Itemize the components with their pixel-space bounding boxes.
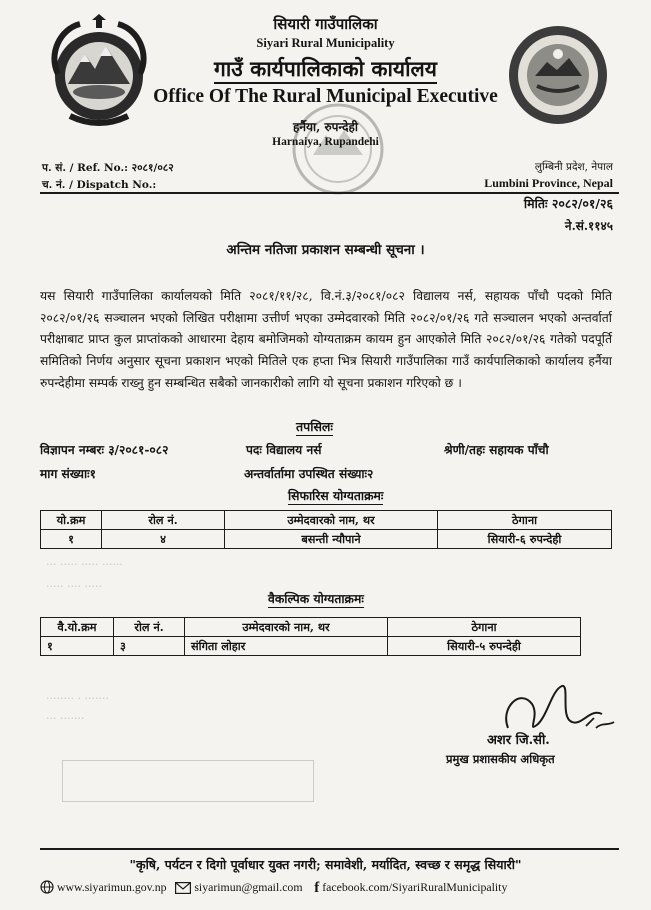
table-cell: सियारी-५ रुपन्देही (388, 637, 581, 656)
table-row (41, 637, 581, 656)
province-en: Lumbini Province, Nepal (484, 176, 613, 190)
column-header: रोल नं. (102, 511, 225, 530)
office-name-en: Office Of The Rural Municipal Executive (153, 86, 498, 107)
table-header-row (41, 618, 581, 637)
table-cell: ३ (114, 637, 185, 656)
recommended-table (40, 510, 612, 549)
facebook-link[interactable]: facebook.com/SiyariRuralMunicipality (322, 880, 508, 894)
recommended-heading: सिफारिस योग्यताक्रमः (288, 488, 384, 503)
municipality-motto: "कृषि, पर्यटन र दिगो पूर्वाधार युक्त नगरी; समावेशी, मर्यादित, स्वच्छ र समृद्ध सियारी" (129, 857, 522, 872)
dispatch-number: च. नं. / Dispatch No.: (42, 179, 157, 191)
column-header: यो.क्रम (41, 511, 102, 530)
bleed-through-text: ····· ···· ····· (46, 580, 102, 593)
column-header: ठेगाना (438, 511, 612, 530)
municipality-name-en: Siyari Rural Municipality (256, 36, 395, 50)
location-en: Harnaiya, Rupandehi (272, 136, 379, 148)
header-divider (40, 192, 619, 194)
table-cell: बसन्ती न्यौपाने (225, 530, 438, 549)
footer-divider (40, 848, 619, 850)
table-cell: १ (41, 530, 102, 549)
column-header: वै.यो.क्रम (41, 618, 114, 637)
table-cell: १ (41, 637, 114, 656)
municipality-name-np: सियारी गाउँपालिका (273, 15, 378, 33)
bleed-through-box (62, 760, 314, 802)
column-header: उम्मेदवारको नाम, थर (185, 618, 388, 637)
interview-present-count: अन्तर्वार्तामा उपस्थित संख्याः२ (244, 467, 374, 481)
bleed-through-text: ········ · ······· (46, 692, 109, 705)
office-name-np: गाउँ कार्यपालिकाको कार्यालय (0, 55, 651, 83)
table-cell: सियारी-६ रुपन्देही (438, 530, 612, 549)
email-link[interactable]: siyarimun@gmail.com (194, 880, 303, 894)
notice-body: यस सियारी गाउँपालिका कार्यालयको मिति २०८१/११/२८, वि.नं.३/२०८१/०८२ विद्यालय नर्स, सहायक पाँचौ पदको मिति २०८२/०१/२६ सञ्चालन भएको लिखित परीक्षामा उत्तीर्ण भएका उम्मेदवारको मिति २०८२/०१/२६ गते सञ्चालन भएको अन्तर्वार्ता परीक्षाबाट प्राप्त कुल प्राप्तांकको आधारमा देहाय बमोजिमको योग्यताक्रम कायम हुन आएकोले मिति २०८२/०१/२६ गतेको पदपूर्ति समितिको निर्णय अनुसार सूचना प्रकाशन भएको मितिले एक हप्ता भित्र सियारी गाउँपालिका गाउँ कार्यपालिकाको कार्यालय हर्नैया रुपन्देहीमा सम्पर्क राख्नु हुन सम्बन्धित सबैको जानकारीको लागि यो सूचना प्रकाशन गरिएको छ । (40, 289, 612, 390)
issue-date: मितिः २०८२/०१/२६ (523, 196, 613, 211)
post-name: पदः विद्यालय नर्स (246, 443, 322, 457)
nepal-sambat-number: ने.सं.११४५ (564, 219, 613, 233)
column-header: उम्मेदवारको नाम, थर (225, 511, 438, 530)
bleed-through-text: ··· ······· (46, 712, 85, 725)
mail-icon (175, 882, 191, 898)
demand-count: माग संख्याः१ (40, 467, 96, 481)
advertisement-number: विज्ञापन नम्बरः ३/२०८१-०८२ (40, 443, 169, 457)
signatory-name: अशर जि.सी. (487, 733, 550, 748)
table-header-row (41, 511, 612, 530)
post-level: श्रेणी/तहः सहायक पाँचौ (444, 443, 549, 457)
globe-icon (40, 880, 54, 898)
office-stamp-icon (268, 100, 408, 198)
notice-title: अन्तिम नतिजा प्रकाशन सम्बन्धी सूचना । (226, 242, 425, 258)
alternate-heading: वैकल्पिक योग्यताक्रमः (268, 591, 364, 606)
details-heading: तपसिलः (296, 419, 333, 434)
column-header: रोल नं. (114, 618, 185, 637)
website-link[interactable]: www.siyarimun.gov.np (56, 880, 167, 894)
province-np: लुम्बिनी प्रदेश, नेपाल (534, 161, 613, 173)
bleed-through-text: ··· ····· ····· ······ (46, 558, 123, 571)
column-header: ठेगाना (388, 618, 581, 637)
table-cell: संगिता लोहार (185, 637, 388, 656)
location-np: हर्नैया, रुपन्देही (292, 120, 358, 134)
ref-number: प. सं. / Ref. No.: २०८१/०८२ (42, 162, 174, 174)
table-cell: ४ (102, 530, 225, 549)
facebook-icon: f (314, 880, 320, 896)
contact-line (40, 880, 620, 898)
table-row (41, 530, 612, 549)
signatory-title: प्रमुख प्रशासकीय अधिकृत (446, 752, 555, 766)
alternate-table (40, 617, 581, 656)
